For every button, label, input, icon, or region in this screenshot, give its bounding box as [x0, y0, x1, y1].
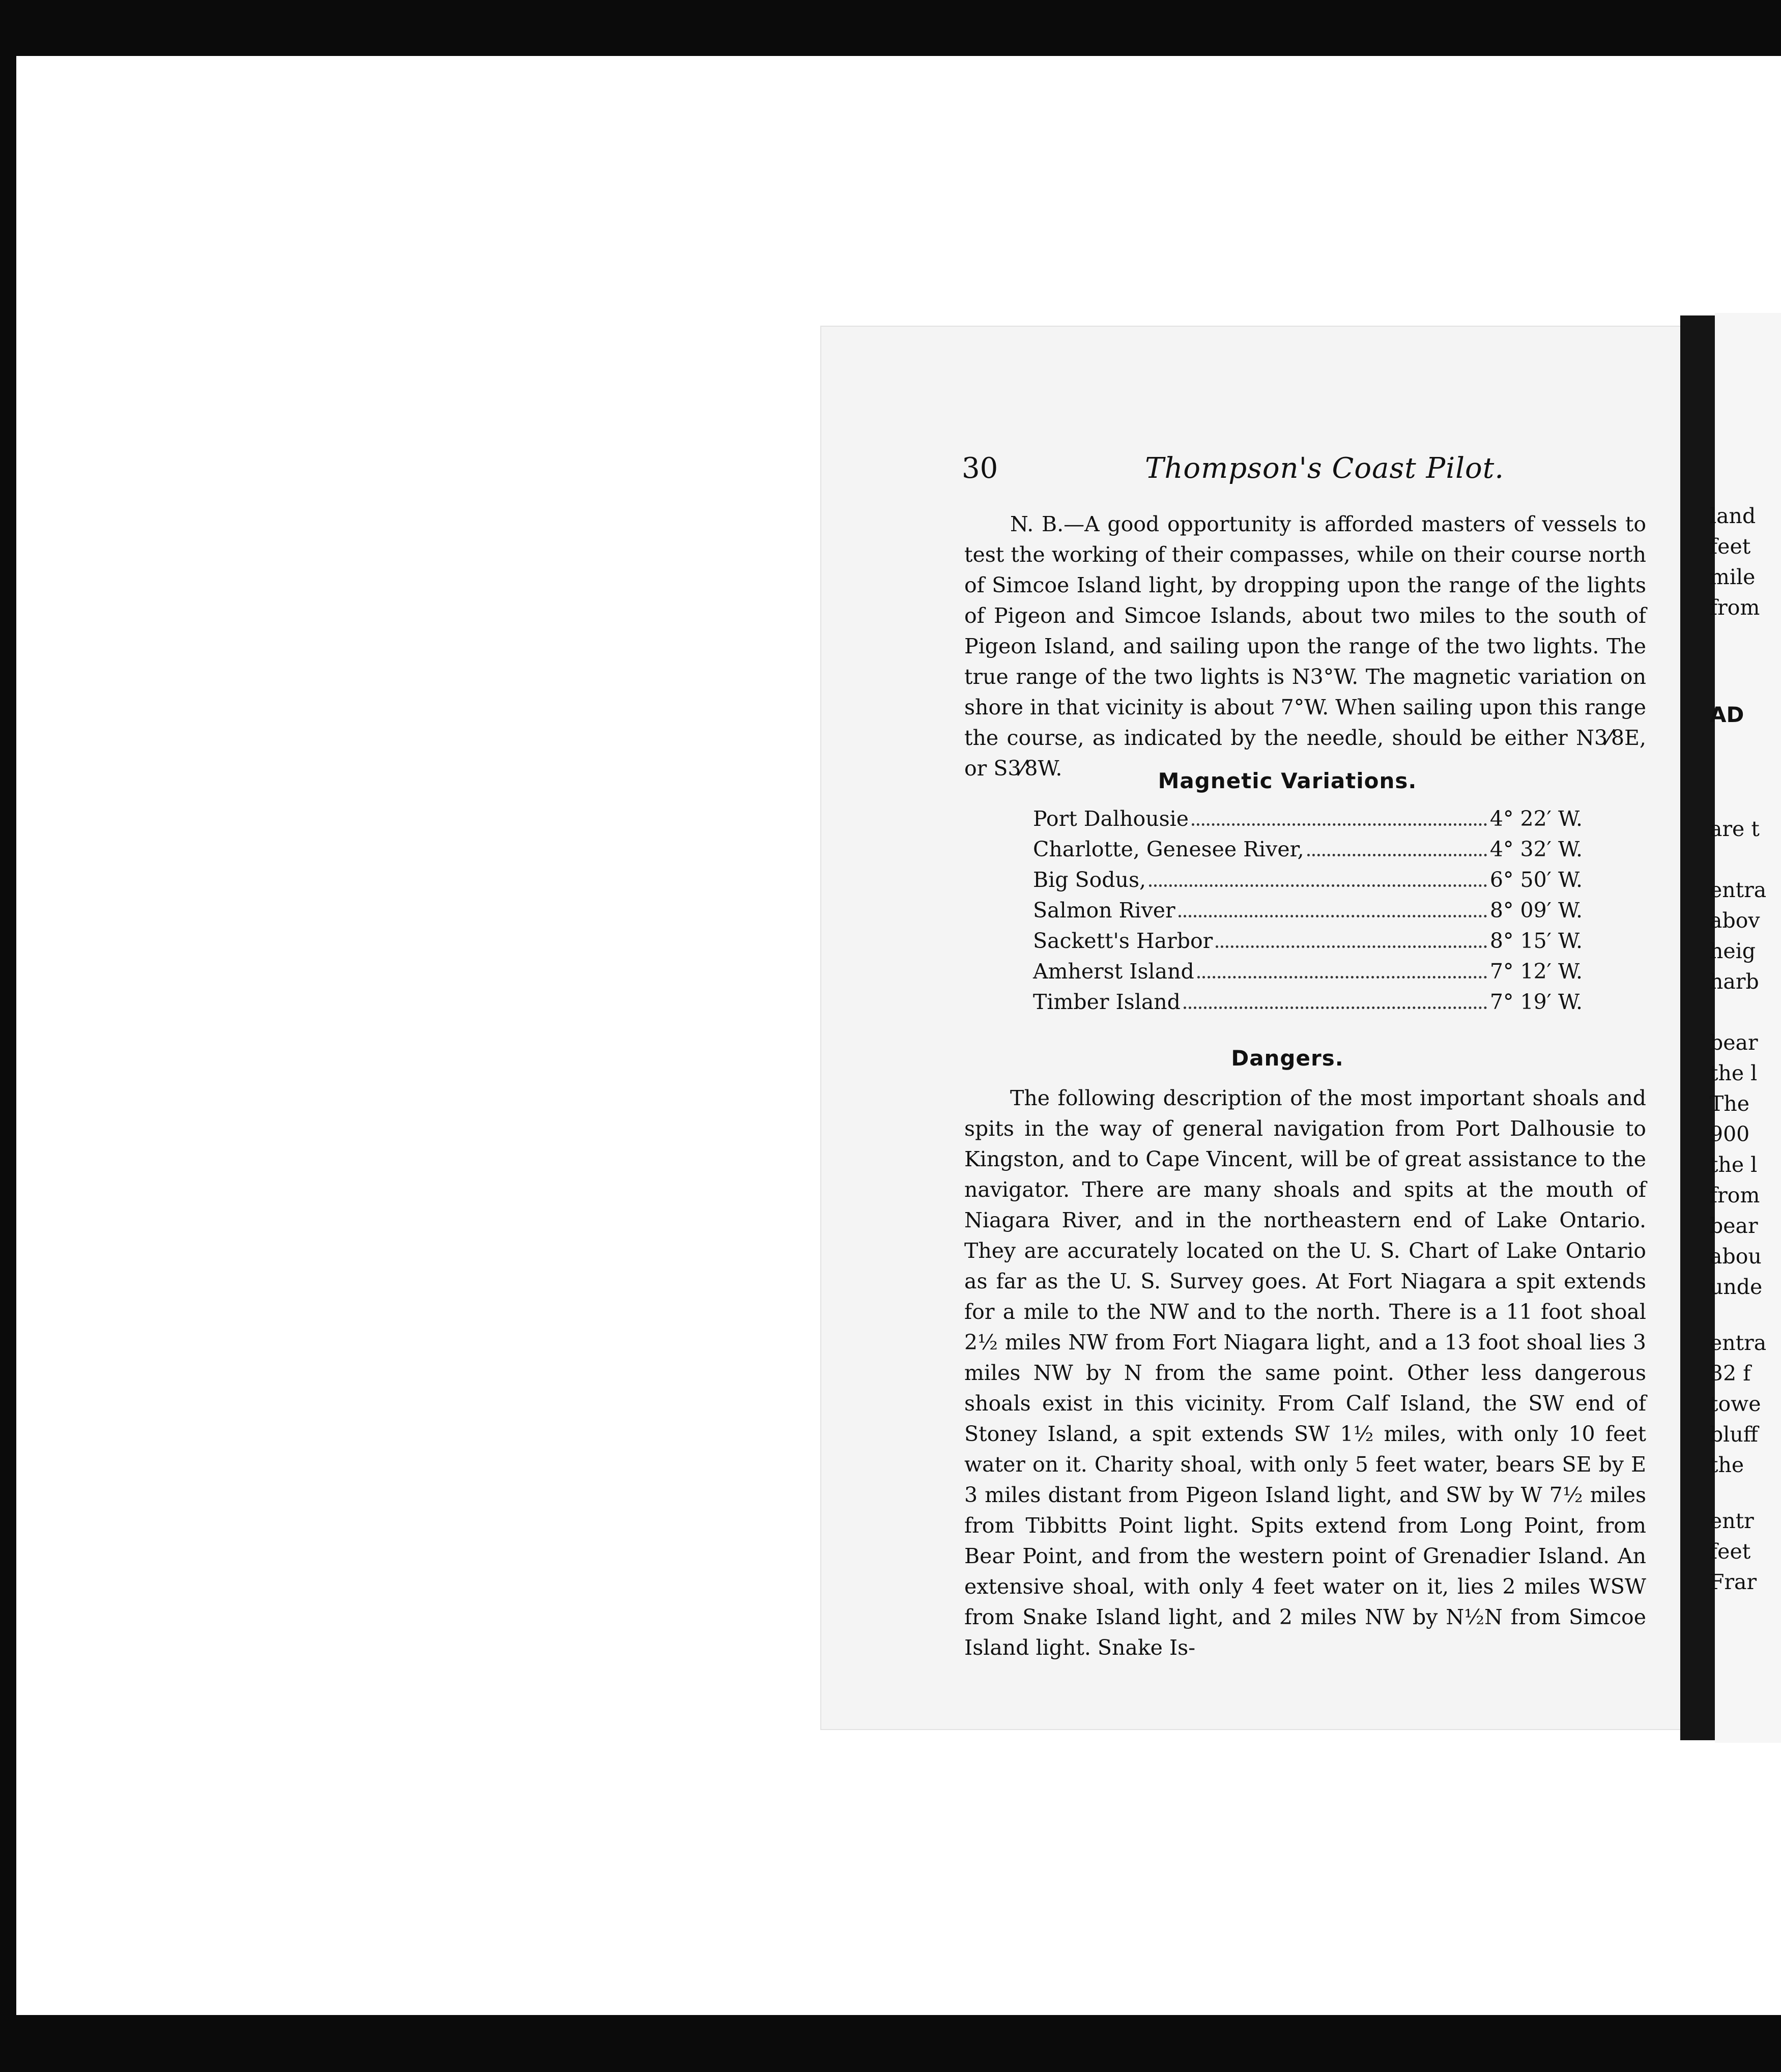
variation-place: Sackett's Harbor — [1033, 929, 1213, 953]
dot-leader — [1184, 1006, 1487, 1009]
variation-value: 4° 32′ W. — [1489, 837, 1583, 861]
variation-place: Salmon River — [1033, 898, 1175, 923]
list-item — [1033, 868, 1583, 898]
dot-leader — [1192, 823, 1487, 826]
facing-line: harb — [1710, 969, 1759, 994]
variation-place: Big Sodus, — [1033, 868, 1146, 892]
dot-leader — [1307, 854, 1487, 856]
facing-line: from — [1710, 595, 1760, 620]
facing-line: 32 f — [1710, 1361, 1751, 1386]
facing-line: land — [1710, 504, 1756, 528]
facing-line: Frar — [1710, 1570, 1757, 1594]
facing-line: abou — [1710, 1244, 1762, 1269]
dot-leader — [1197, 976, 1487, 979]
dangers-heading: Dangers. — [1231, 1046, 1344, 1071]
facing-line: entr — [1710, 1509, 1754, 1533]
facing-line: The — [1710, 1091, 1750, 1116]
dot-leader — [1149, 884, 1487, 887]
scan-border-bottom — [0, 2015, 1781, 2072]
facing-line: the l — [1710, 1153, 1758, 1177]
facing-line: bear — [1710, 1030, 1758, 1055]
list-item — [1033, 959, 1583, 990]
list-item — [1033, 837, 1583, 868]
variation-place: Amherst Island — [1033, 959, 1194, 984]
variation-place: Charlotte, Genesee River, — [1033, 837, 1304, 861]
variation-place: Timber Island — [1033, 990, 1181, 1014]
facing-line: abov — [1710, 908, 1760, 933]
facing-line: 900 — [1710, 1122, 1750, 1146]
variation-value: 8° 15′ W. — [1489, 929, 1583, 953]
magnetic-variations-heading: Magnetic Variations. — [1158, 768, 1417, 793]
dangers-paragraph: The following description of the most important shoals and spits in the way of general navigation from Port Dalhousie to Kingston, and to Cape Vincent, will be of great assistance to the navigator. There are many shoals and spits at the mouth of Niagara River, and in the northeastern end of Lake Ontario. They are accurately located on the U. S. Chart of Lake Ontario as far as the U. S. Survey goes. At Fort Niagara a spit extends for a mile to the NW and to the north. There is a 11 foot shoal 2½ miles NW from Fort Niagara light, and a 13 foot shoal lies 3 miles NW by N from the same point. Other less dangerous shoals exist in this vicinity. From Calf Island, the SW end of Stoney Island, a spit extends SW 1½ miles, with only 10 feet water on it. Charity shoal, with only 5 feet water, bears SE by E 3 miles distant from Pigeon Island light, and SW by W 7½ miles from Tibbitts Point light. Spits extend from Long Point, from Bear Point, and from the western point of Grenadier Island. An extensive shoal, with only 4 feet water on it, lies 2 miles WSW from Snake Island light, and 2 miles NW by N½N from Simcoe Island light. Snake Is- — [964, 1086, 1646, 1660]
facing-line: the — [1710, 1453, 1744, 1477]
magnetic-variations-list — [1033, 807, 1583, 1020]
dangers-paragraph-block — [964, 1083, 1646, 1663]
variation-value: 6° 50′ W. — [1489, 868, 1583, 892]
facing-line: feet — [1710, 534, 1751, 559]
scan-margin-left — [16, 56, 48, 2015]
facing-line: unde — [1710, 1275, 1763, 1299]
dot-leader — [1179, 915, 1487, 917]
scan-border-left — [0, 0, 16, 2072]
facing-line: the l — [1710, 1061, 1758, 1085]
facing-line: towe — [1710, 1392, 1761, 1416]
facing-line: entra — [1710, 1331, 1767, 1355]
nb-paragraph: N. B.—A good opportunity is afforded masters of vessels to test the working of their compasses, while on their course north of Simcoe Island light, by dropping upon the range of the lights of Pigeon and Simcoe Islands, about two miles to the south of Pigeon Island, and sailing upon the range of the two lights. The true range of the two lights is N3°W. The magnetic variation on shore in that vicinity is about 7°W. When sailing upon this range the course, as indicated by the needle, should be either N3⁄8E, or S3⁄8W. — [964, 512, 1646, 781]
facing-line: bear — [1710, 1214, 1758, 1238]
variation-value: 7° 12′ W. — [1489, 959, 1583, 984]
facing-line: from — [1710, 1183, 1760, 1207]
list-item — [1033, 929, 1583, 959]
variation-place: Port Dalhousie — [1033, 807, 1189, 831]
facing-line: feet — [1710, 1539, 1751, 1564]
variation-value: 8° 09′ W. — [1489, 898, 1583, 923]
running-title: Thompson's Coast Pilot. — [1145, 452, 1505, 485]
dot-leader — [1216, 945, 1487, 948]
list-item — [1033, 898, 1583, 929]
page-number: 30 — [962, 452, 998, 485]
variation-value: 4° 22′ W. — [1489, 807, 1583, 831]
list-item — [1033, 990, 1583, 1020]
running-head — [962, 452, 1649, 487]
facing-line: are t — [1710, 817, 1760, 841]
facing-line: heig — [1710, 939, 1756, 963]
list-item — [1033, 807, 1583, 837]
variation-value: 7° 19′ W. — [1489, 990, 1583, 1014]
scan-margin-top — [48, 56, 1781, 67]
facing-line: mile — [1710, 565, 1756, 589]
facing-line: entra — [1710, 878, 1767, 902]
scan-border-top — [0, 0, 1781, 56]
facing-heading: AD — [1710, 702, 1744, 727]
nb-paragraph-block — [964, 509, 1646, 784]
facing-line: bluff — [1710, 1422, 1758, 1447]
